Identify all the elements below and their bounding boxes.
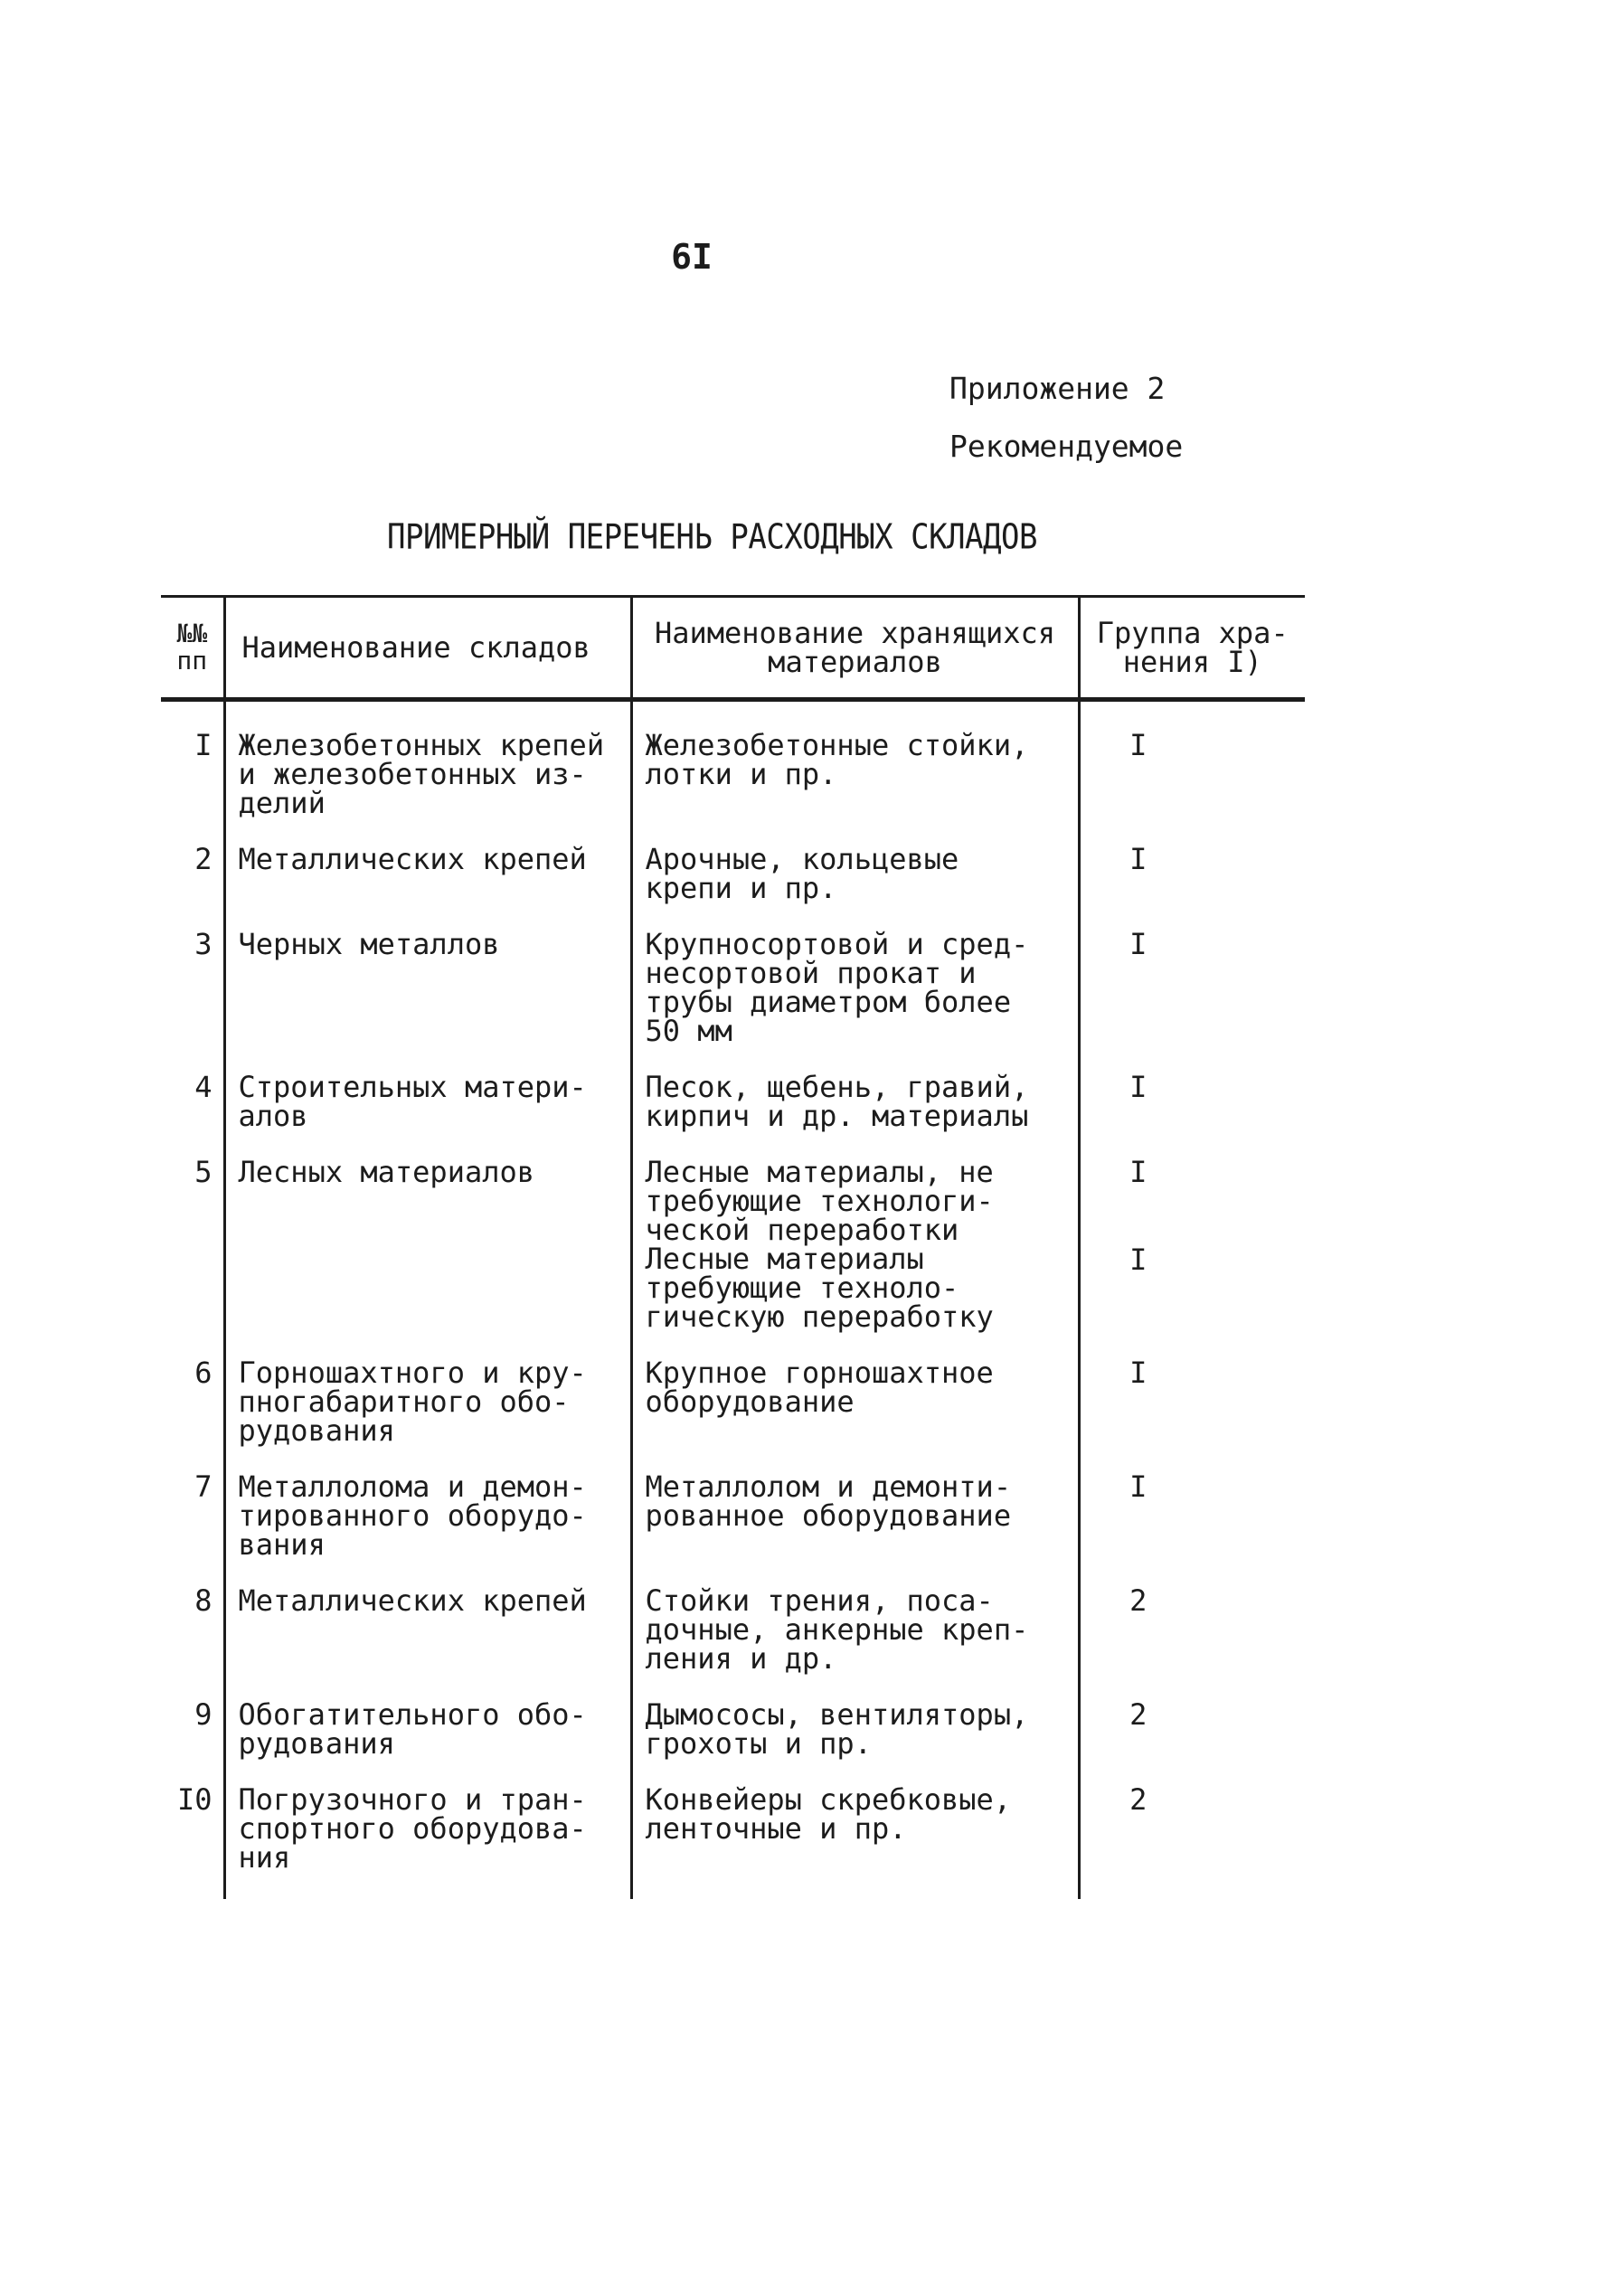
storage-group-line: I (1129, 1070, 1148, 1104)
row-number: 8 (194, 1583, 212, 1618)
stored-materials-line: дочные, анкерные креп- (645, 1612, 1029, 1647)
stored-materials-line: Лесные материалы (645, 1242, 924, 1276)
stored-materials-line: трубы диаметром более (645, 985, 1012, 1019)
page-number: 6I (671, 237, 713, 277)
warehouse-name-line: рудования (238, 1726, 395, 1761)
storage-group-line: I (1129, 1155, 1148, 1189)
document-title: ПРИМЕРНЫЙ ПЕРЕЧЕНЬ РАСХОДНЫХ СКЛАДОВ (387, 517, 1037, 558)
appendix-status: Рекомендуемое (949, 429, 1184, 464)
header-number-line-2: пп (176, 646, 208, 676)
warehouse-name (224, 927, 631, 1072)
warehouse-name-line: Лесных материалов (238, 1155, 535, 1189)
storage-group (1079, 700, 1305, 846)
row-number: 2 (194, 842, 212, 876)
warehouse-name (224, 1469, 631, 1586)
storage-group (1079, 1583, 1305, 1700)
stored-materials-line: ческой переработки (645, 1213, 959, 1247)
warehouse-name-line: Горношахтного и кру- (238, 1356, 587, 1390)
stored-materials-line: кирпич и др. материалы (645, 1099, 1029, 1133)
warehouse-name-line: Строительных матери- (238, 1070, 587, 1104)
stored-materials-line: гическую переработку (645, 1299, 994, 1334)
stored-materials (631, 1782, 1079, 1899)
storage-group (1079, 927, 1305, 1072)
stored-materials-line: Железобетонные стойки, (645, 728, 1029, 762)
stored-materials (631, 700, 1079, 846)
stored-materials-line: Металлолом и демонти- (645, 1469, 1012, 1504)
stored-materials-line: ленточные и пр. (645, 1811, 907, 1846)
header-warehouse: Наименование складов (224, 597, 631, 700)
appendix-block (949, 360, 1183, 476)
stored-materials-line: крепи и пр. (645, 871, 837, 905)
storage-group (1079, 1157, 1305, 1358)
stored-materials-line: Дымососы, вентиляторы, (645, 1697, 1029, 1732)
storage-group-line: I (1129, 1242, 1148, 1277)
table-body (161, 700, 1305, 1900)
warehouse-name (224, 700, 631, 846)
stored-materials (631, 1469, 1079, 1586)
row-number: 9 (194, 1697, 212, 1732)
warehouse-name-line: Черных металлов (238, 927, 500, 961)
storage-group-line: I (1129, 1469, 1148, 1504)
stored-materials (631, 842, 1079, 930)
table-row (161, 1072, 1305, 1157)
stored-materials-line: требующие техноло- (645, 1271, 959, 1305)
table-header (161, 597, 1305, 700)
header-group-line-2: нения I) (1122, 645, 1262, 679)
stored-materials-line: Песок, щебень, гравий, (645, 1070, 1029, 1104)
header-materials (631, 597, 1079, 700)
storage-group-line: I (1129, 728, 1148, 762)
header-number-line-1: №№ (176, 619, 208, 648)
stored-materials-line: Конвейеры скребковые, (645, 1782, 1012, 1817)
table-header-row (161, 597, 1305, 700)
warehouse-name-line: ния (238, 1840, 291, 1875)
stored-materials (631, 927, 1079, 1072)
table-row (161, 1472, 1305, 1586)
warehouse-name-line: и железобетонных из- (238, 757, 587, 791)
storage-group (1079, 842, 1305, 930)
storage-group-line: I (1129, 927, 1148, 961)
warehouse-name-line: Обогатительного обо- (238, 1697, 587, 1732)
row-number: I0 (176, 1782, 212, 1817)
storage-group (1079, 1072, 1305, 1157)
warehouse-name (224, 1072, 631, 1157)
stored-materials-line: Крупносортовой и сред- (645, 927, 1029, 961)
warehouse-name-line: алов (238, 1099, 308, 1133)
storage-group-line: I (1129, 1356, 1148, 1390)
warehouse-name-line: Погрузочного и тран- (238, 1782, 587, 1817)
header-materials-line-2: материалов (768, 645, 942, 679)
stored-materials-line: Крупное горношахтное (645, 1356, 994, 1390)
warehouse-name-line: пногабаритного обо- (238, 1384, 570, 1419)
stored-materials-line: грохоты и пр. (645, 1726, 872, 1761)
warehouse-table (161, 595, 1305, 1899)
warehouse-name (224, 1697, 631, 1785)
warehouse-name-line: рудования (238, 1413, 395, 1448)
warehouse-name-line: Металлических крепей (238, 842, 587, 876)
stored-materials-line: ления и др. (645, 1641, 837, 1676)
warehouse-name-line: Железобетонных крепей (238, 728, 605, 762)
warehouse-name (224, 1157, 631, 1358)
storage-group (1079, 1697, 1305, 1785)
row-number: I (194, 728, 212, 762)
table-row (161, 1785, 1305, 1899)
warehouse-name-line: Металлических крепей (238, 1583, 587, 1618)
stored-materials (631, 1072, 1079, 1157)
row-number: 7 (194, 1469, 212, 1504)
stored-materials-line: несортовой прокат и (645, 956, 977, 990)
storage-group (1079, 1358, 1305, 1472)
table-row (161, 1586, 1305, 1700)
appendix-label: Приложение 2 (949, 371, 1166, 406)
stored-materials-line: оборудование (645, 1384, 855, 1419)
table-row (161, 1700, 1305, 1785)
table-row (161, 845, 1305, 930)
warehouse-name-line: тированного оборудо- (238, 1498, 587, 1533)
row-number: 3 (194, 927, 212, 961)
storage-group-line: 2 (1129, 1583, 1148, 1618)
table-row (161, 700, 1305, 846)
warehouse-name-line: Металлолома и демон- (238, 1469, 587, 1504)
storage-group-line: 2 (1129, 1782, 1148, 1817)
row-number: 6 (194, 1356, 212, 1390)
storage-group (1079, 1469, 1305, 1586)
stored-materials-line: Арочные, кольцевые (645, 842, 959, 876)
warehouse-name-line: делий (238, 786, 326, 820)
storage-group-line: I (1129, 842, 1148, 876)
stored-materials (631, 1697, 1079, 1785)
warehouse-name-line: спортного оборудова- (238, 1811, 587, 1846)
warehouse-name-line: вания (238, 1527, 326, 1562)
stored-materials (631, 1583, 1079, 1700)
stored-materials (631, 1358, 1079, 1472)
warehouse-name (224, 842, 631, 930)
table-row (161, 1358, 1305, 1472)
stored-materials (631, 1157, 1079, 1358)
stored-materials-line: Стойки трения, поса- (645, 1583, 994, 1618)
header-group-line-1: Группа хра- (1096, 616, 1289, 650)
storage-group-line: 2 (1129, 1697, 1148, 1732)
stored-materials-line: рованное оборудование (645, 1498, 1012, 1533)
row-number: 4 (194, 1070, 212, 1104)
stored-materials-line: лотки и пр. (645, 757, 837, 791)
warehouse-name (224, 1782, 631, 1899)
header-materials-line-1: Наименование хранящихся (654, 616, 1056, 650)
storage-group (1079, 1782, 1305, 1899)
stored-materials-line: требующие технологи- (645, 1184, 994, 1218)
stored-materials-line: 50 мм (645, 1014, 732, 1048)
header-group (1079, 597, 1305, 700)
header-number (161, 597, 224, 700)
warehouse-name (224, 1358, 631, 1472)
table-row (161, 1157, 1305, 1358)
row-number: 5 (194, 1155, 212, 1189)
stored-materials-line: Лесные материалы, не (645, 1155, 994, 1189)
warehouse-name (224, 1583, 631, 1700)
table-row (161, 930, 1305, 1072)
